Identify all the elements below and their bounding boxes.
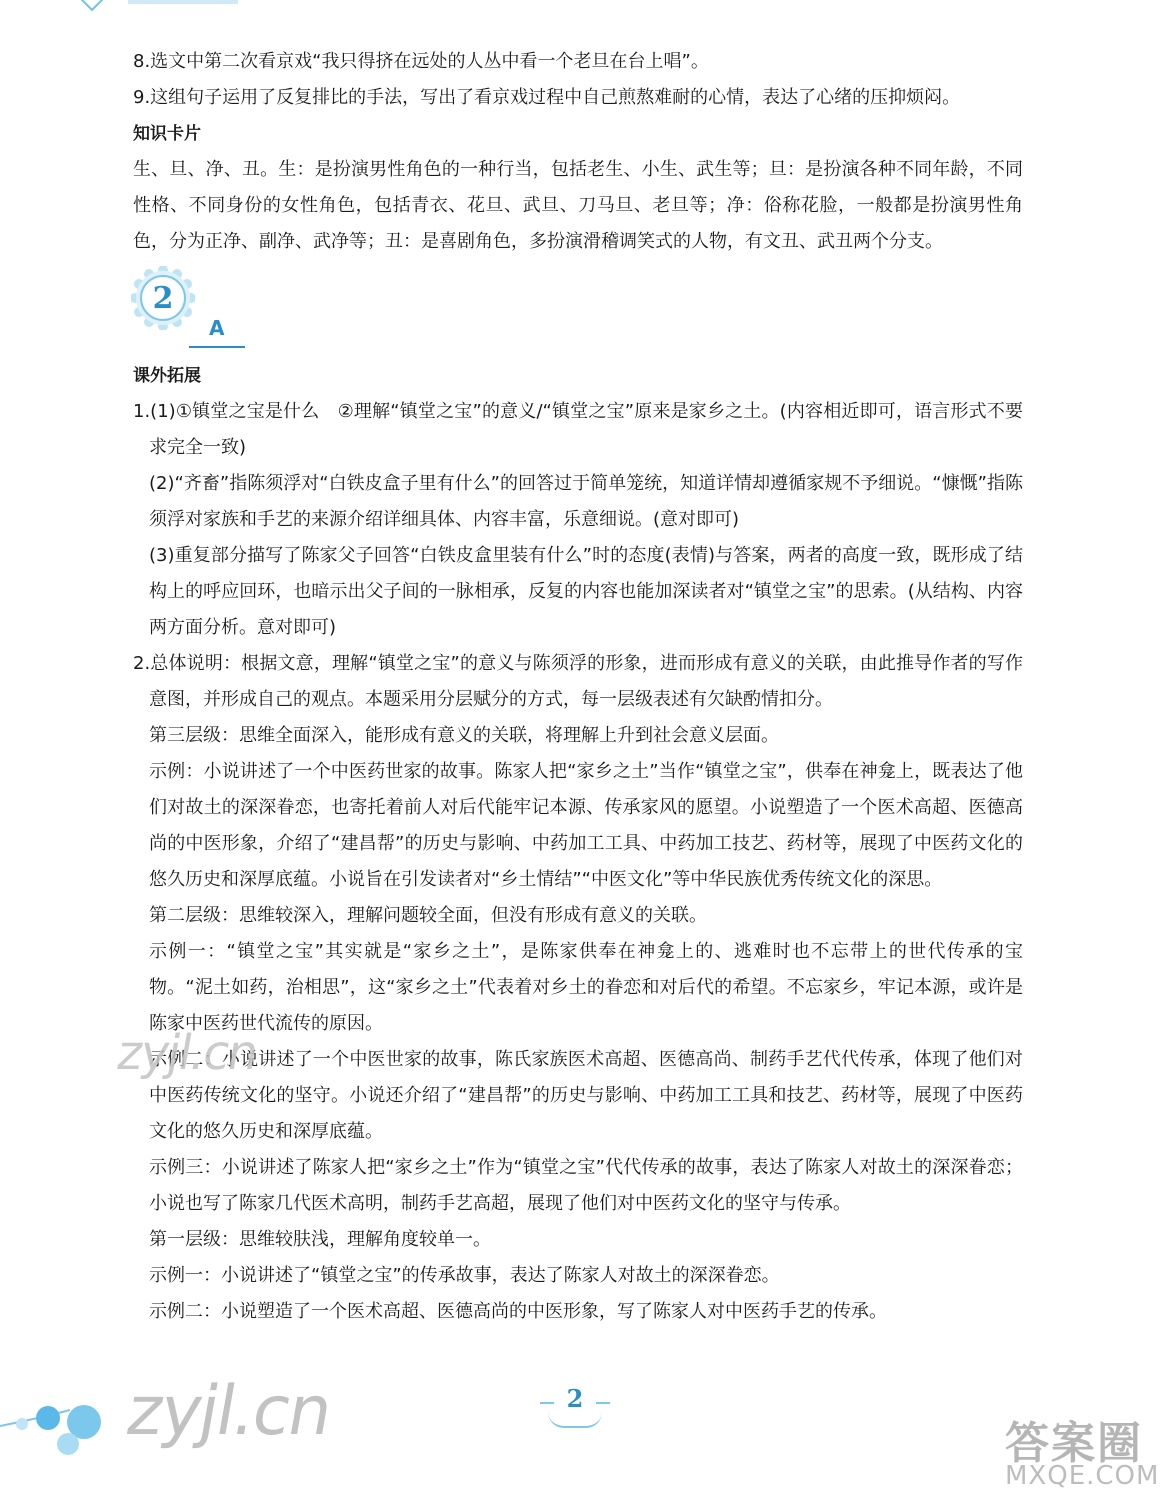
level-1-title: 第一层级：思维较肤浅，理解角度较单一。 [149,1229,491,1250]
footer-dots-icon [0,1388,120,1458]
answer-1-part-1: 1.(1)①镇堂之宝是什么 ②理解“镇堂之宝”的意义/“镇堂之宝”原来是家乡之土。(内容相近即可，语言形式不要求完全一致) [133,401,1023,458]
answer-1-part-2: (2)“齐畜”指陈须浮对“白铁皮盒子里有什么”的回答过于简单笼统，知道详情却遵循家规不予细说。“慷慨”指陈须浮对家族和手艺的来源介绍详细具体、内容丰富，乐意细说。(意对即可) [149,473,1023,530]
answer-9: 9.这组句子运用了反复排比的手法，写出了看京戏过程中自己煎熬难耐的心情，表达了心绪的压抑烦闷。 [133,87,961,108]
level-2-example-2: 示例二：小说讲述了一个中医世家的故事，陈氏家族医术高超、医德高尚、制药手艺代代传承，体现了他们对中医药传统文化的坚守。小说还介绍了“建昌帮”的历史与影响、中药加工工具和技艺、药材等，展现了中医药文化的悠久历史和深厚底蕴。 [149,1049,1023,1142]
level-1-example-1: 示例一：小说讲述了“镇堂之宝”的传承故事，表达了陈家人对故土的深深眷恋。 [149,1265,780,1286]
site-logo [1005,1407,1165,1497]
extension-heading: 课外拓展 [133,366,201,386]
page-number-arc [548,1412,602,1428]
page-number: 2 [566,1384,584,1413]
level-3-title: 第三层级：思维全面深入，能形成有意义的关联，将理解上升到社会意义层面。 [149,725,779,746]
section-number: 2 [152,281,174,316]
section-letter: A [209,316,225,340]
level-2-title: 第二层级：思维较深入，理解问题较全面，但没有形成有意义的关联。 [149,905,707,926]
section-header [131,266,1023,358]
knowledge-card-title: 知识卡片 [133,124,201,144]
answer-8: 8.选文中第二次看京戏“我只得挤在远处的人丛中看一个老旦在台上唱”。 [133,51,709,72]
section-number-badge-icon [131,266,195,330]
page-content [133,44,1023,1330]
logo-url: MXQE.COM [1005,1461,1160,1491]
level-3-example: 示例：小说讲述了一个中医药世家的故事。陈家人把“家乡之土”当作“镇堂之宝”，供奉在神龛上，既表达了他们对故土的深深眷恋，也寄托着前人对后代能牢记本源、传承家风的愿望。小说塑造了一个医术高超、医德高尚的中医形象，介绍了“建昌帮”的历史与影响、中药加工工具、中药加工技艺、药材等，展现了中医药文化的悠久历史和深厚底蕴。小说旨在引发读者对“乡土情结”“中医文化”等中华民族优秀传统文化的深思。 [149,761,1023,890]
page-number-right-dash [596,1402,610,1404]
level-2-example-3: 示例三：小说讲述了陈家人把“家乡之土”作为“镇堂之宝”代代传承的故事，表达了陈家人对故土的深深眷恋；小说也写了陈家几代医术高明，制药手艺高超，展现了他们对中医药文化的坚守与传承。 [149,1157,1023,1214]
answer-2-summary: 2.总体说明：根据文意，理解“镇堂之宝”的意义与陈须浮的形象，进而形成有意义的关联，由此推导作者的写作意图，并形成自己的观点。本题采用分层赋分的方式，每一层级表述有欠缺酌情扣分。 [133,653,1023,710]
watermark-mid: zyjl.cn [113,1025,262,1081]
answer-1-part-3: (3)重复部分描写了陈家父子回答“白铁皮盒里装有什么”时的态度(表情)与答案，两者的高度一致，既形成了结构上的呼应回环，也暗示出父子间的一脉相承，反复的内容也能加深读者对“镇堂之宝”的思索。(从结构、内容两方面分析。意对即可) [149,545,1024,638]
header-bar [128,0,238,4]
page-number-badge [540,1382,610,1422]
level-1-example-2: 示例二：小说塑造了一个医术高超、医德高尚的中医形象，写了陈家人对中医药手艺的传承。 [149,1301,887,1322]
section-underline [189,346,245,348]
level-2-example-1: 示例一：“镇堂之宝”其实就是“家乡之土”，是陈家供奉在神龛上的、逃难时也不忘带上的世代传承的宝物。“泥土如药，治相思”，这“家乡之土”代表着对乡土的眷恋和对后代的希望。不忘家乡，牢记本源，或许是陈家中医药世代流传的原因。 [149,941,1023,1034]
diamond-icon [81,0,104,11]
logo-text: 答案圈 [1005,1418,1143,1469]
header-decoration [78,0,248,8]
knowledge-card-text: 生、旦、净、丑。生：是扮演男性角色的一种行当，包括老生、小生、武生等；旦：是扮演各种不同年龄，不同性格、不同身份的女性角色，包括青衣、花旦、武旦、刀马旦、老旦等；净：俗称花脸，一般都是扮演男性角色，分为正净、副净、武净等；丑：是喜剧角色，多扮演滑稽调笑式的人物，有文丑、武丑两个分支。 [133,159,1023,252]
watermark-bottom: zyjl.cn [121,1372,337,1451]
